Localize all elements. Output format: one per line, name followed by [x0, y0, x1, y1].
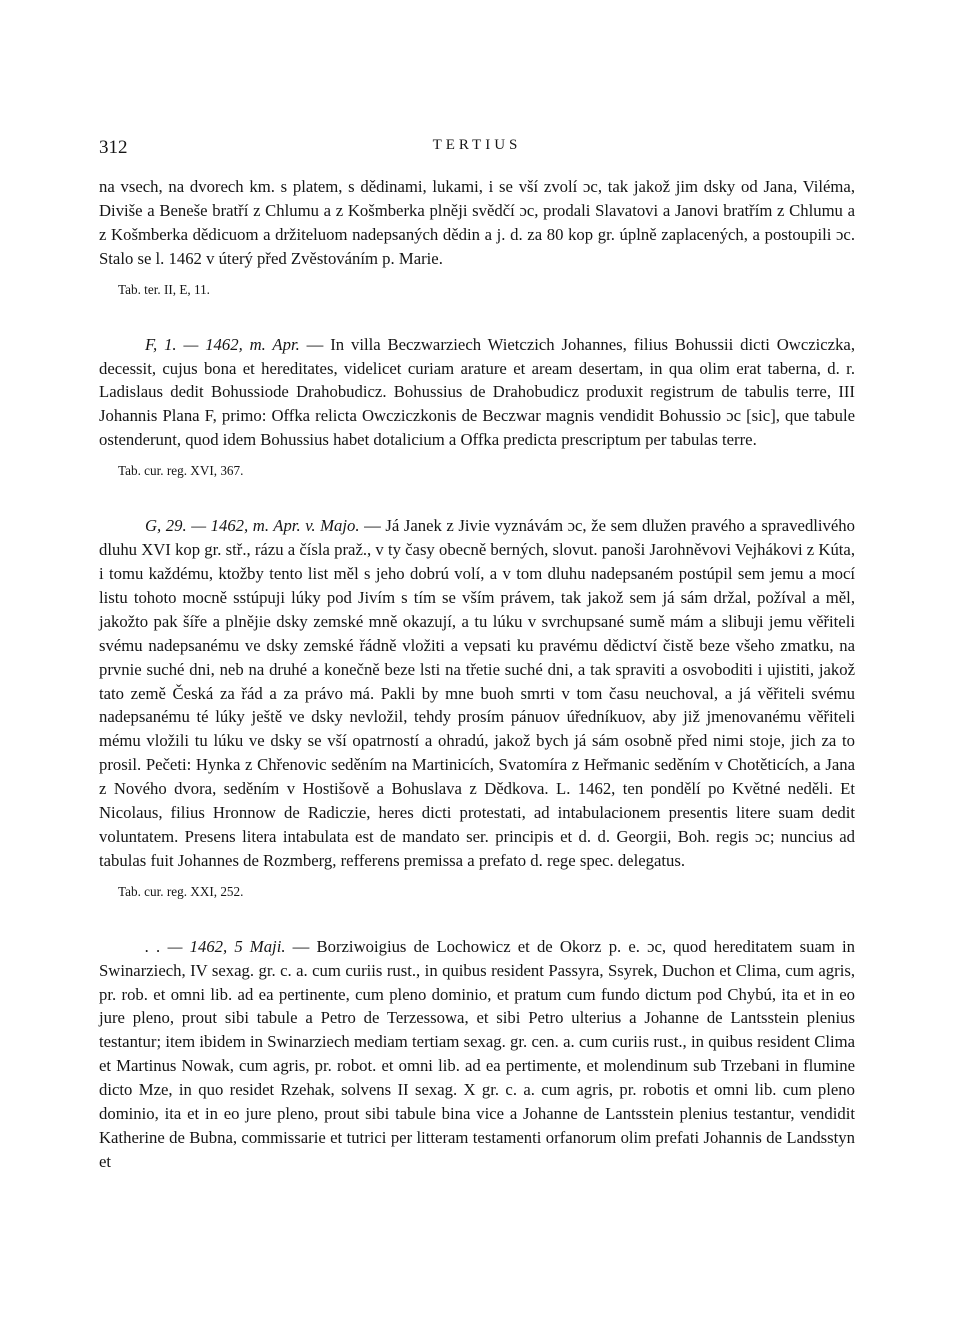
source-citation: Tab. cur. reg. XVI, 367.: [118, 463, 244, 479]
entry-text: — In villa Beczwarziech Wietczich Johannes, filius Bohussii dicti Owcziczka, decessit, cujus bona et hereditates, videlicet curiam arature et aream desertam, in qua olim erat taberna, d. r. Ladislaus dedit Bohussiode Drahobudicz. Bohussius de Drahobudicz produxit registrum de tabulis terre, III Johannis Plana F, primo: Offka relicta Owcziczkonis de Beczwar magnis vendidit Bohussio ɔc [sic], que tabule ostenderunt, quod idem Bohussius habet dotalicium a Offka predicta prescriptum per tabulas terre.: [99, 334, 856, 450]
page-header: [99, 137, 855, 163]
entry-date: F, 1. — 1462, m. Apr.: [145, 334, 300, 354]
entry-5-maji: [99, 935, 855, 1174]
page-number: 312: [99, 137, 128, 158]
entry-paragraph: [99, 935, 855, 1174]
running-title: TERTIUS: [432, 137, 522, 153]
page-content: [99, 175, 855, 1174]
source-citation: Tab. cur. reg. XXI, 252.: [118, 883, 244, 899]
entry-date: G, 29. — 1462, m. Apr. v. Majo.: [145, 516, 360, 536]
opening-text: na vsech, na dvorech km. s platem, s dědinami, lukami, i se vší zvolí ɔc, tak jakož jim dsky od Jana, Viléma, Diviše a Beneše bratří z Chlumu a z Košmberka plněji svědčí ɔc, prodali Slavatovi a Janovi bratřím z Chlumu a z Košmberka dědicuom a držiteluom nadepsaných dědin a j. d. za 80 kop gr. úplně zaplacených, a postoupili ɔc. Stalo se l. 1462 v úterý před Zvěstováním p. Marie.: [99, 177, 855, 268]
entry-paragraph: [99, 333, 855, 453]
entry-f1: [99, 333, 855, 482]
entry-paragraph: [99, 514, 855, 873]
entry-text: — Borziwoigius de Lochowicz et de Okorz p. e. ɔc, quod hereditatem suam in Swinarziech, IV sexag. gr. c. a. cum curiis rust., in quibus resident Passyra, Ssyrek, Duchon et Clima, cum agris, pr. rob. et omni lib. ad ea pertinente, cum pleno dominio, et pratum cum fundo dictum pod Chybú, ita et in eo jure pleno, prout sibi tabule a Petro de Terzessowa, et sibi Petro ulterius a Johanne de Lantsstein plenius testantur; item ibidem in Swinarziech mediam tertiam sexag. gr. cen. a. cum curiis rust., in quibus resident Clima et Martinus Nowak, cum agris, pr. robot. et omni lib. ad ea pertimente, et molendinum sub Trzebani in flumine dicto Mze, in quo residet Rzehak, solvens II sexag. X gr. c. a. cum agris, pr. robotis et omni lib. cum pleno dominio, ita et in eo jure pleno, prout sibi tabule bina vice a Johanne de Lantsstein plenius testantur, vendidit Katherine de Bubna, commissarie et tutrici per litteram testamenti orfanorum olim prefati Johannis de Landsstyn et: [99, 936, 855, 1171]
entry-date: . . — 1462, 5 Maji.: [145, 936, 286, 956]
entry-g29: [99, 514, 855, 902]
source-citation: Tab. ter. II, E, 11.: [118, 281, 210, 297]
opening-paragraph: [99, 175, 855, 300]
entry-text: — Já Janek z Jivie vyznávám ɔc, že sem dlužen pravého a spravedlivého dluhu XVI kop gr. stř., rázu a čísla praž., v ty časy obecně berných, slovut. panoši Jarohněvovi Vejhákovi z Kúta, i tomu každému, ktožby tento list měl s jeho dobrú volí, a v tom dluhu nadepsaném postúpil sem jemu a mocí listu tohoto mocně sstúpuji lúky pod Jivím s tím se vším právem, tak jakož sem já sám držal, požíval a měl, jakožto pak šíře a plnějie dsky zemské mně okazují, a tu lúku v svrchupsané sumě mám a slibuji jemu věřiteli svému nadepsanému ve dsky zemské řádně vložiti a vepsati ku pravému dědictví čistě beze všeho zmatku, na prvnie suché dni, neb na druhé a konečně beze lsti na třetie suché dni, a tak spraviti a osvoboditi i ujistiti, jakož tato země Česká za řád a za právo má. Pakli by mne buoh smrti v tom času neuchoval, a já věřiteli svému nadepsanému té lúky ještě ve dsky nevložil, tehdy prosím pánuov úředníkuov, aby již jmenovanému věřiteli mému vložili tu lúku ve dsky se vší opatrností a ohradú, jakož bych já sám osobně před nimi stoje, jich za to prosil. Pečeti: Hynka z Chřenovic seděním na Martinicích, Svatomíra z Heřmanic seděním v Chotěticích, a Jana z Nového dvora, seděním v Hostišově a Bohuslava z Dědkova. L. 1462, ten pondělí po Květné neděli. Et Nicolaus, filius Hronnow de Radiczie, heres dicti protestati, ad intabulacionem presentis litere suam dedit voluntatem. Presens litera intabulata est de mandato ser. principis et d. d. Georgii, Boh. regis ɔc; nuncius ad tabulas fuit Johannes de Rozmberg, refferens premissa a prefato d. rege spec. delegatus.: [99, 516, 855, 870]
